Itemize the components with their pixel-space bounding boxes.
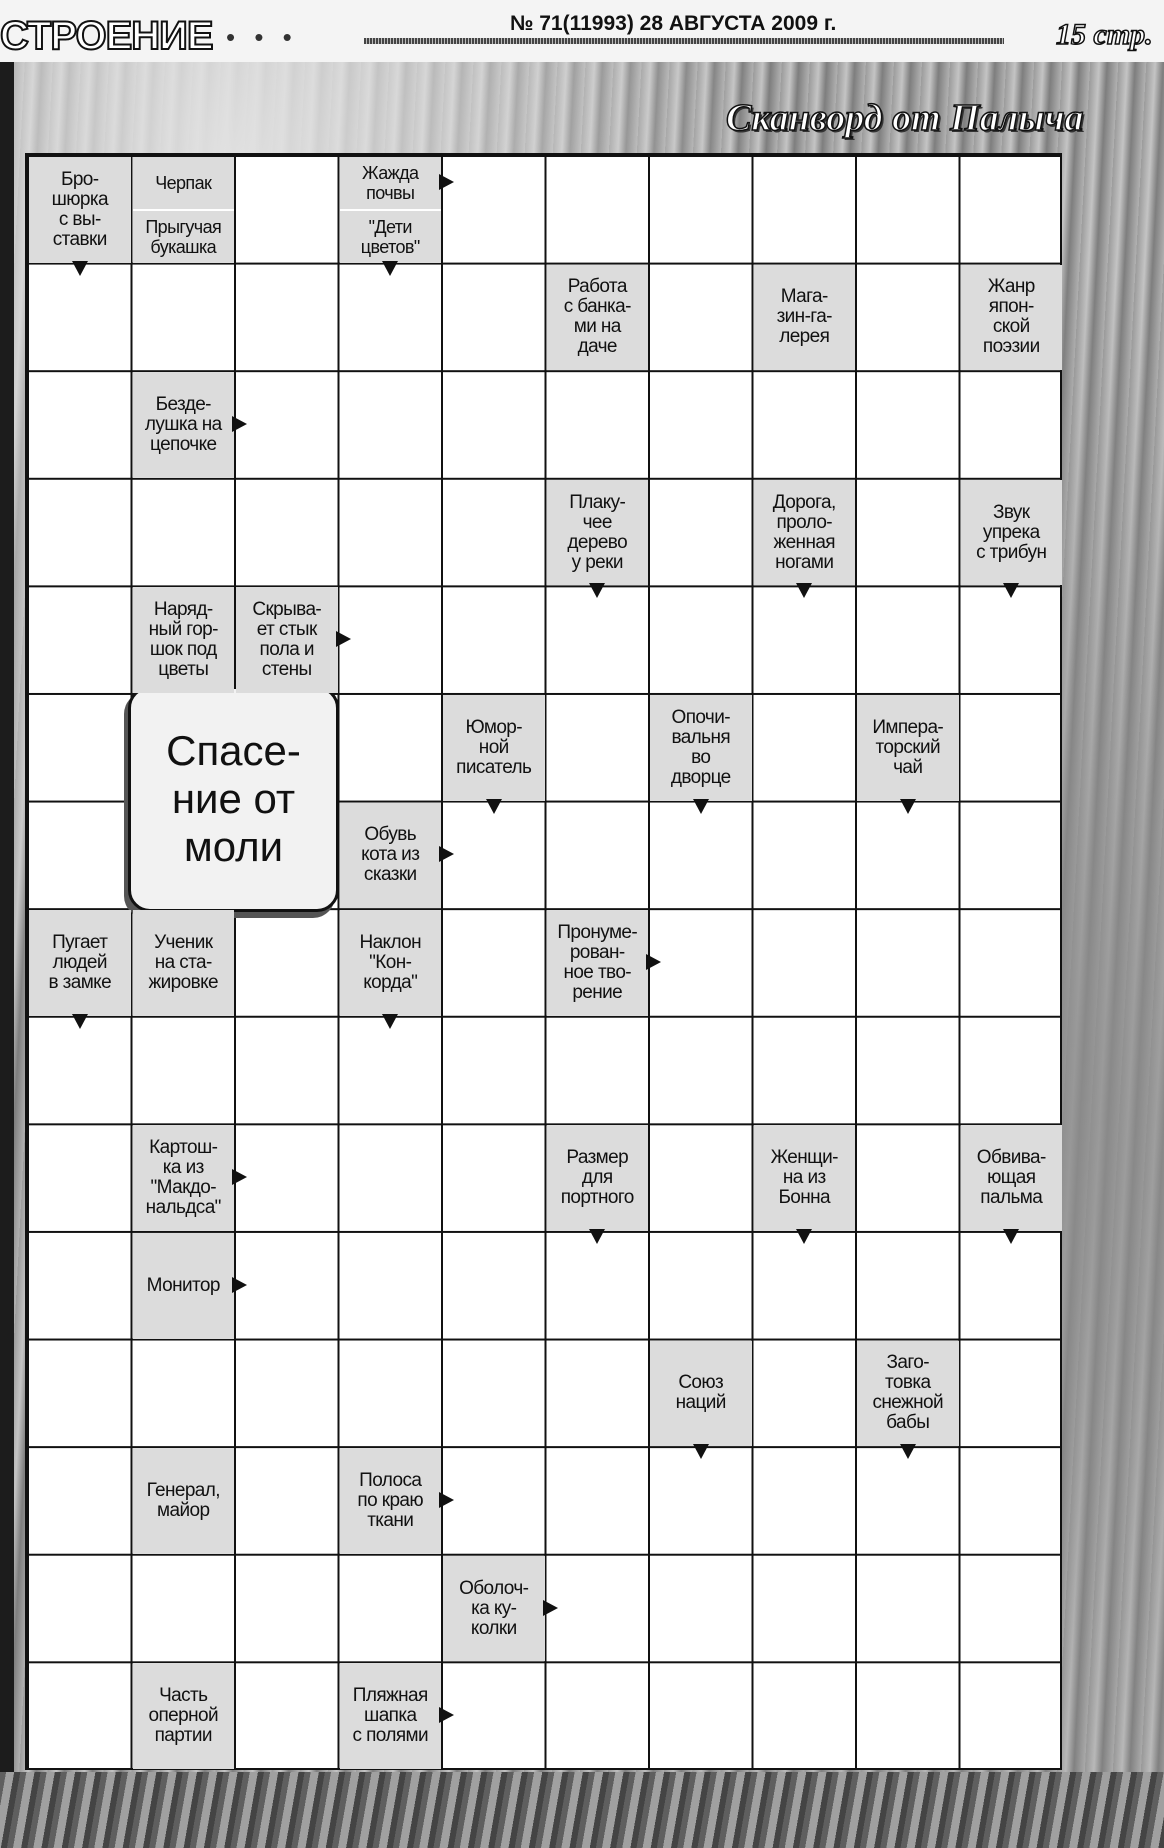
arrow-down-icon — [1003, 1229, 1019, 1244]
arrow-down-icon — [693, 1444, 709, 1459]
clue-cell: Мага- зин-га- лерея — [754, 265, 856, 371]
clue-cell: Обвива- ющая пальма — [961, 1125, 1063, 1231]
clue-cell: Юмор- ной писатель — [443, 695, 545, 801]
arrow-right-icon — [336, 631, 351, 647]
arrow-right-icon — [543, 1600, 558, 1616]
clue-cell: Жанр япон- ской поэзии — [961, 265, 1063, 371]
arrow-right-icon — [232, 416, 247, 432]
clue-cell: Безде- лушка на цепочке — [133, 372, 235, 478]
arrow-down-icon — [693, 799, 709, 814]
arrow-down-icon — [589, 1229, 605, 1244]
clue-cell: Черпак — [133, 157, 235, 209]
clue-cell: Оболоч- ка ку- колки — [443, 1556, 545, 1662]
scanword-title: Сканворд от Палыча — [726, 97, 1084, 139]
photo-clue-callout: Спасе- ние от моли — [128, 686, 339, 912]
clue-cell: Генерал, майор — [133, 1448, 235, 1554]
clue-cell: Работа с банка- ми на даче — [547, 265, 649, 371]
header-rule — [364, 38, 1004, 44]
arrow-down-icon — [1003, 583, 1019, 598]
arrow-down-icon — [900, 1444, 916, 1459]
clue-cell: Звук упрека с трибун — [961, 480, 1063, 586]
arrow-down-icon — [900, 799, 916, 814]
arrow-down-icon — [382, 261, 398, 276]
clue-cell: Опочи- вальня во дворце — [650, 695, 752, 801]
arrow-down-icon — [796, 1229, 812, 1244]
clue-cell: Размер для портного — [547, 1125, 649, 1231]
arrow-right-icon — [439, 1492, 454, 1508]
arrow-right-icon — [232, 1277, 247, 1293]
arrow-down-icon — [486, 799, 502, 814]
clue-cell: Картош- ка из "Макдо- нальдса" — [133, 1125, 235, 1231]
arrow-right-icon — [439, 1707, 454, 1723]
arrow-right-icon — [646, 954, 661, 970]
clue-cell: Союз наций — [650, 1341, 752, 1447]
clue-cell: Бро- шюрка с вы- ставки — [29, 157, 131, 263]
clue-cell: Пугает людей в замке — [29, 910, 131, 1016]
clue-cell: Часть оперной партии — [133, 1663, 235, 1769]
clue-cell: Наряд- ный гор- шок под цветы — [133, 587, 235, 693]
clue-cell: Монитор — [133, 1233, 235, 1339]
page-edge — [0, 62, 14, 1848]
clue-cell: Импера- торский чай — [857, 695, 959, 801]
issue-info: № 71(11993) 28 АВГУСТА 2009 г. — [510, 12, 837, 35]
arrow-right-icon — [439, 846, 454, 862]
clue-cell: "Дети цветов" — [340, 211, 442, 263]
page-number: 15 стр. — [1056, 18, 1153, 51]
clue-cell: Обувь кота из сказки — [340, 803, 442, 909]
clue-cell: Пронуме- рован- ное тво- рение — [547, 910, 649, 1016]
clue-cell: Заго- товка снежной бабы — [857, 1341, 959, 1447]
arrow-down-icon — [72, 261, 88, 276]
clue-cell: Ученик на ста- жировке — [133, 910, 235, 1016]
clue-cell: Пляжная шапка с полями — [340, 1663, 442, 1769]
clue-cell: Жажда почвы — [340, 157, 442, 209]
bottom-photo-strip — [0, 1772, 1164, 1848]
clue-cell: Дорога, проло- женная ногами — [754, 480, 856, 586]
clue-cell: Полоса по краю ткани — [340, 1448, 442, 1554]
clue-cell: Женщи- на из Бонна — [754, 1125, 856, 1231]
clue-cell: Скрыва- ет стык пола и стены — [236, 587, 338, 693]
arrow-down-icon — [589, 583, 605, 598]
arrow-right-icon — [232, 1169, 247, 1185]
header-dots: • • • — [226, 22, 298, 52]
page-header — [0, 0, 1164, 62]
clue-cell: Плаку- чее дерево у реки — [547, 480, 649, 586]
arrow-right-icon — [439, 174, 454, 190]
arrow-down-icon — [72, 1014, 88, 1029]
arrow-down-icon — [382, 1014, 398, 1029]
section-title: СТРОЕНИЕ — [0, 14, 213, 58]
clue-cell: Прыгучая букашка — [133, 211, 235, 263]
arrow-down-icon — [796, 583, 812, 598]
clue-cell: Наклон "Кон- корда" — [340, 910, 442, 1016]
